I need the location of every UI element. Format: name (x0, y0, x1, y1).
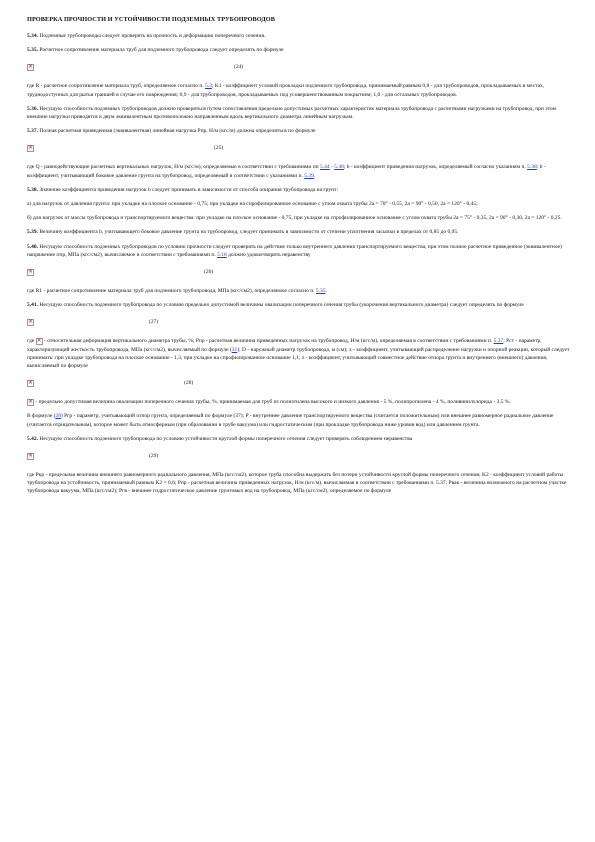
paragraph-text: ; b - коэффициент, учитывающий боковое давление грунта на трубопровод, определяемый в соответствии с указаниями п. (27, 164, 546, 179)
paragraph (27, 214, 571, 222)
paragraph-text: Расчетное сопротивление материала труб для подземного трубопровода следует определять по формуле (38, 47, 284, 54)
paragraph-text: Величину коэффициента b, учитывающего боковое давление грунта на трубопровод, следует принимать в зависимости от степени уплотнения засыпки в пределах от 0,85 до 0,95. (38, 229, 459, 236)
formula-row (27, 141, 571, 155)
paragraph-text: - (329, 164, 335, 171)
page-title: ПРОВЕРКА ПРОЧНОСТИ И УСТОЙЧИВОСТИ ПОДЗЕМНЫХ ТРУБОПРОВОДОВ (27, 16, 276, 23)
formula-row (27, 265, 571, 279)
cross-reference-link[interactable]: 5.44 (319, 164, 330, 171)
section-number: 5.35. (27, 47, 38, 54)
broken-image-icon: × (27, 144, 34, 152)
broken-image-icon: × (27, 379, 34, 387)
paragraph-text: где Q - равнодействующие расчетных вертикальных нагрузок, Н/м (кгс/м), определяемые в соответствии с требованиями пп (27, 164, 320, 171)
paragraph-text: Несущую способность подземного трубопровода по условию предельно допустимой величины овализации поперечного сечения трубы (укорочения вертикального диаметра) следует определять по формуле (38, 302, 524, 309)
paragraph-text: где R1 - расчетное сопротивление материала труб для подземного трубопровода, МПа (кгс/см2), определяемое согласно п. (27, 288, 316, 295)
paragraph-text: ; Рст - параметр, характеризующий жесткость трубопровода, МПа (кгс/см2), вычисляемый по формуле ( (27, 338, 542, 353)
paragraph (27, 301, 571, 309)
cross-reference-link[interactable]: 5.37 (493, 338, 504, 345)
paragraph-text: ) Pгр - параметр, учитывающий отпор грунта, определяемый по формуле (37); P - внутреннее давление транспортируемого вещества (считается положительным) или внешнее равномерное радиальное давление (считается отрицательным), которое может быть атмосферным (при образовании в трубе вакуума) или гидростатическим (при прокладке трубопровода ниже уровня вод) или давлением грунта. (27, 413, 554, 428)
paragraph (27, 412, 571, 428)
broken-image-icon: × (36, 337, 42, 345)
broken-image-icon: × (27, 452, 34, 460)
paragraph-text: где R - расчетное сопротивление материала труб, определяемое согласно п. (27, 83, 206, 90)
section-number: 5.34. (27, 33, 38, 39)
paragraph (27, 127, 571, 135)
broken-image-icon: × (27, 268, 34, 276)
cross-reference-link[interactable]: 5.35 (315, 288, 326, 295)
formula-number: (24) (234, 64, 244, 71)
broken-image-icon: × (27, 63, 34, 71)
formula-row (27, 376, 571, 390)
formula-number: (28) (184, 380, 194, 387)
section-number: 5.38. (27, 186, 38, 193)
paragraph-text: Подземные трубопроводы следует проверять на прочность и деформацию поперечного сечения. (38, 33, 266, 39)
paragraph (27, 228, 571, 236)
section-number: 5.39. (27, 229, 38, 236)
cross-reference-link[interactable]: 5.18 (217, 251, 227, 258)
paragraph-text: Несущую способность подземных трубопроводов должно проверяться путем сопоставления предельно допустимых расчетных характеристик материала трубопровода с расчетными нагрузками на трубопровод, при этом внешние нагрузки приводятся к двум эквивалентным противоположно направленным вдоль вертикального диаметра линейным нагрузкам. (27, 105, 557, 121)
paragraph-text: где (27, 338, 36, 345)
cross-reference-link[interactable]: 31 (231, 346, 238, 353)
section-number: 5.40. (27, 243, 38, 250)
paragraph (27, 82, 571, 98)
paragraph-text: должно удовлетворять неравенству (226, 251, 311, 258)
paragraph-text: Несущую способность подземных трубопроводов по условию прочности следует проверять на действие только внутреннего давления транспортируемого вещества, при этом полное расчетное приведенное (эквивалентное) напряжение σпр, МПа (кгс/см2), вычисляемое в соответствии с требованиями п. (27, 243, 562, 258)
paragraph (27, 287, 571, 295)
paragraph-text: - относительная деформация вертикального диаметра трубы, %; Рпр - расчетная величина приведенных нагрузок на трубопровод, Н/м (кгс/м), определяемая в соответствии с требованиями п. (42, 338, 494, 345)
paragraph-text: Несущую способность подземного трубопровода по условию устойчивости круглой формы поперечного сечения следует проверять соблюдением неравенства (38, 435, 413, 442)
paragraph-text: ; K1 - коэффициент условий прокладки подземного трубопровода, принимаемый равным 0,8 - для трубопроводов, прокладываемых в местах, труднодоступных для рытья траншей в случае его повреждения; 0,9 - для трубопроводов, прокладываемых под усовершенствованным покрытием; 1,0 - для остальных трубопроводов. (27, 83, 545, 98)
document-body (27, 32, 571, 496)
formula-number: (29) (149, 453, 159, 460)
section-number: 5.37. (27, 128, 38, 135)
paragraph (27, 200, 571, 208)
paragraph-text: В формуле ( (27, 413, 56, 420)
section-number: 5.41. (27, 302, 38, 309)
paragraph-text: а) для нагрузок от давления грунта: при укладке на плоское основание - 0,75; при укладке на спрофилированное основание с углом охвата трубы 2a = 70° - 0,55, 2a = 90° - 0,50, 2a = 120° - 0,45; (27, 201, 478, 208)
broken-image-icon: × (27, 398, 34, 405)
paragraph (27, 337, 571, 370)
paragraph-text: ); D - наружный диаметр трубопровода, м (см); x - коэффициент, учитывающий распределение нагрузки и опорной реакции, который следует принимать: при укладке трубопровода на плоское основание - 1,3, при укладке на спрофилированное основание 1,1; z - коэффициент, учитывающий совместное действие отпора грунта и внутреннего (внешнего) давления, вычисляемый по формуле (27, 346, 570, 370)
paragraph (27, 243, 571, 259)
paragraph (27, 105, 571, 121)
paragraph (27, 163, 571, 179)
paragraph-text: Полная расчетная приведенная (эквивалентная) линейная нагрузка Рпр, Н/м (кгс/м) должна определяться по формуле (38, 128, 316, 135)
formula-number: (25) (214, 145, 224, 152)
paragraph-text: где Pкр - предельная величина внешнего равномерного радиального давления, МПа (кгс/см2), которое труба способна выдержать без потери устойчивости круглой формы поперечного сечения; K2 - коэффициент условий работы трубопровода на устойчивость, принимаемый равным K2 = 0,6; Pпр - расчетная величина приведенных нагрузок, Н/м (кгс/м), вычисляемая в соответствии с требованиями п. 5.37; Рвак - величина возможного на расчетном участке трубопровода вакуума, МПа (кгс/см2); Ргв - внешнее гидростатическое давление грунтовых вод на трубопровод, МПа (кгс/см2), определяемое по формуле (27, 472, 567, 495)
paragraph (27, 46, 571, 54)
paragraph-text: б) для нагрузок от массы трубопровода и транспортируемого вещества: при укладке на плоское основание - 0,75, при укладке на спрофилированное основание с углом охвата трубы 2a = 75° - 0,35, 2a = 90° - 0,30, 2a = 120° - 0,25. (27, 215, 562, 222)
broken-image-icon: × (27, 318, 34, 326)
formula-number: (26) (204, 269, 214, 276)
formula-row (27, 60, 571, 74)
formula-row (27, 449, 571, 463)
cross-reference-link[interactable]: 5.38 (527, 164, 537, 171)
paragraph-text: ; b - коэффициент приведения нагрузок, определяемый согласно указаниям п. (343, 164, 528, 171)
paragraph (27, 32, 571, 40)
section-number: 5.42. (27, 435, 38, 442)
paragraph-text: - предельно допустимая величина овализации поперечного сечения трубы, %, принимаемая для труб из полиэтилена высокого и низкого давления - 5 %, полипропилена - 4 %, поливинилхлорида - 3,5 %. (34, 399, 511, 406)
paragraph (27, 398, 571, 406)
cross-reference-link[interactable]: 5.48 (334, 164, 344, 171)
cross-reference-link[interactable]: 5.39 (304, 172, 314, 179)
cross-reference-link[interactable]: 28 (55, 413, 61, 420)
paragraph (27, 186, 571, 194)
formula-row (27, 315, 571, 329)
formula-number: (27) (149, 319, 159, 326)
paragraph-text: . (313, 172, 316, 179)
paragraph (27, 471, 571, 496)
paragraph-text: . (325, 288, 327, 295)
section-number: 5.36. (27, 105, 38, 112)
cross-reference-link[interactable]: 5.3 (205, 83, 212, 90)
paragraph (27, 435, 571, 443)
paragraph-text: Значение коэффициента приведения нагрузок b следует принимать в зависимости от способа опирания трубопровода на грунт: (38, 186, 338, 193)
